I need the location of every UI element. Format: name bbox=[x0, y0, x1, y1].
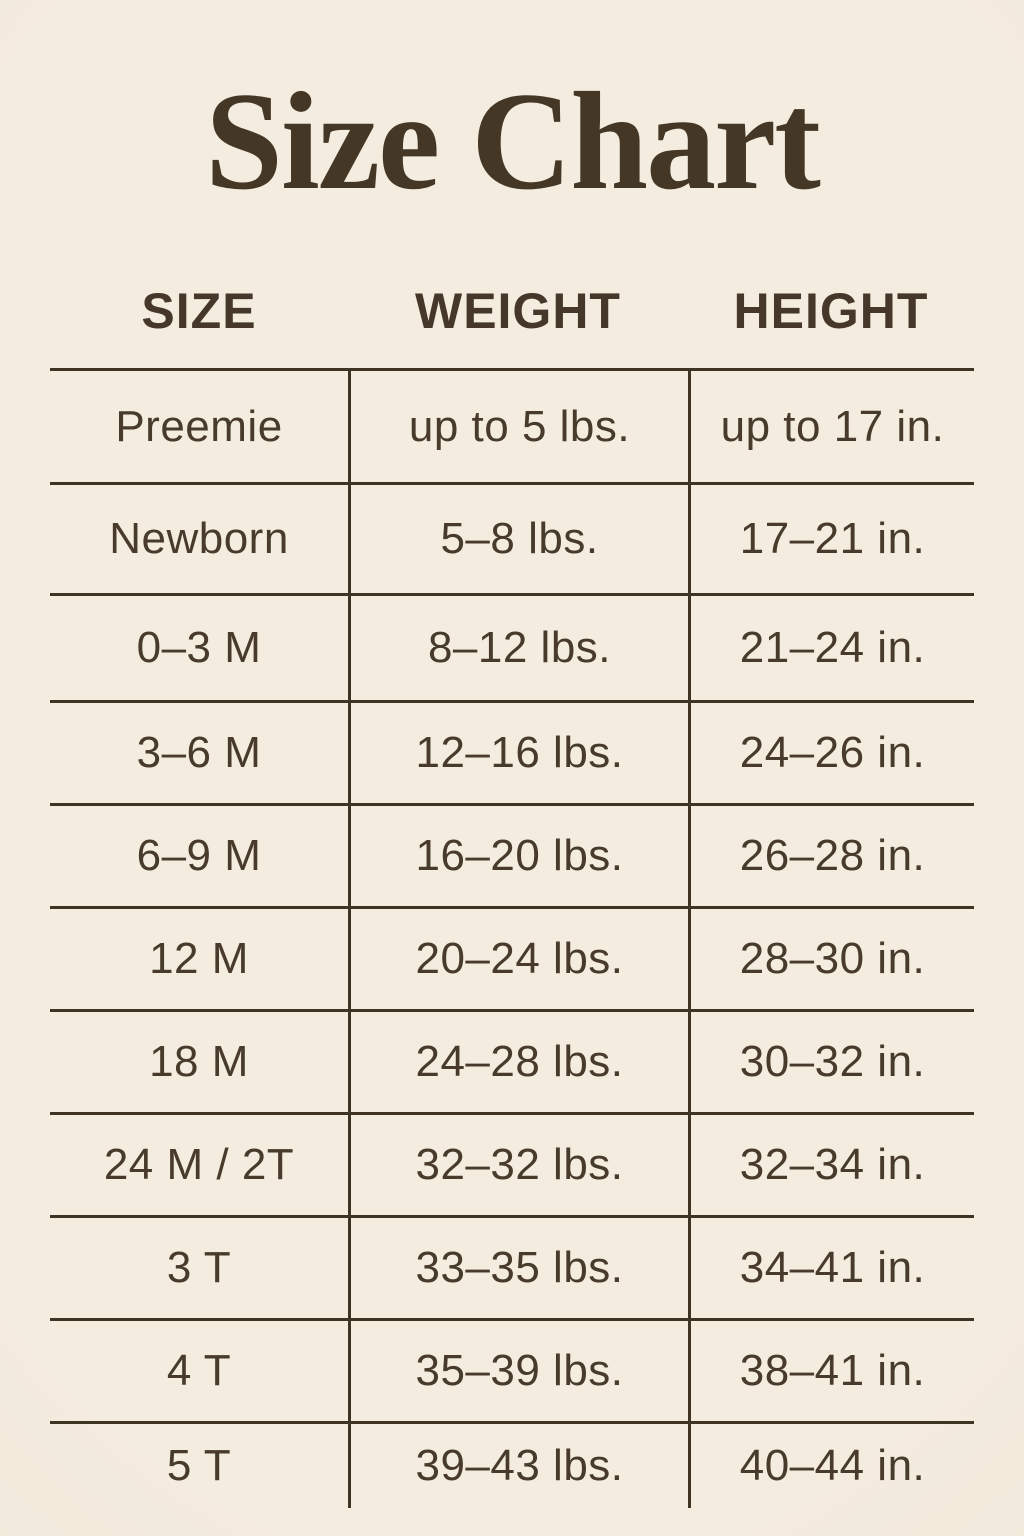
table-row bbox=[50, 1215, 974, 1318]
column-header-size: SIZE bbox=[141, 283, 257, 339]
cell-size: 18 M bbox=[149, 1037, 249, 1086]
cell-height: 17–21 in. bbox=[688, 485, 974, 593]
table-row bbox=[50, 803, 974, 906]
cell-height: 21–24 in. bbox=[688, 596, 974, 700]
cell-weight: 16–20 lbs. bbox=[348, 806, 688, 906]
table-row bbox=[50, 1318, 974, 1421]
cell-weight: 24–28 lbs. bbox=[348, 1012, 688, 1112]
cell-weight: 5–8 lbs. bbox=[348, 485, 688, 593]
cell-height: 38–41 in. bbox=[688, 1321, 974, 1421]
table-row bbox=[50, 700, 974, 803]
cell-weight: 8–12 lbs. bbox=[348, 596, 688, 700]
cell-height: 24–26 in. bbox=[688, 703, 974, 803]
cell-weight: 39–43 lbs. bbox=[348, 1424, 688, 1508]
table-row bbox=[50, 593, 974, 700]
cell-height: 34–41 in. bbox=[688, 1218, 974, 1318]
column-header-weight: WEIGHT bbox=[415, 283, 621, 339]
table-row bbox=[50, 1112, 974, 1215]
cell-size: 6–9 M bbox=[136, 831, 262, 880]
cell-size: 4 T bbox=[166, 1346, 232, 1395]
page-title: Size Chart bbox=[205, 64, 819, 219]
cell-size: 0–3 M bbox=[136, 623, 262, 672]
cell-weight: 12–16 lbs. bbox=[348, 703, 688, 803]
size-table bbox=[50, 368, 974, 1508]
cell-size: Newborn bbox=[109, 514, 289, 563]
table-row bbox=[50, 482, 974, 593]
table-row bbox=[50, 368, 974, 482]
table-row bbox=[50, 906, 974, 1009]
cell-height: 40–44 in. bbox=[688, 1424, 974, 1508]
table-row bbox=[50, 1009, 974, 1112]
cell-height: up to 17 in. bbox=[688, 371, 974, 482]
cell-size: 5 T bbox=[166, 1441, 232, 1490]
cell-weight: 20–24 lbs. bbox=[348, 909, 688, 1009]
cell-size: 12 M bbox=[149, 934, 249, 983]
table-header-row bbox=[50, 282, 974, 340]
column-header-height: HEIGHT bbox=[733, 283, 929, 339]
cell-size: 24 M / 2T bbox=[103, 1140, 295, 1189]
cell-height: 32–34 in. bbox=[688, 1115, 974, 1215]
cell-size: 3 T bbox=[166, 1243, 232, 1292]
cell-weight: 35–39 lbs. bbox=[348, 1321, 688, 1421]
cell-weight: 33–35 lbs. bbox=[348, 1218, 688, 1318]
cell-height: 28–30 in. bbox=[688, 909, 974, 1009]
cell-weight: up to 5 lbs. bbox=[348, 371, 688, 482]
table-row bbox=[50, 1421, 974, 1508]
cell-size: Preemie bbox=[115, 401, 283, 451]
cell-height: 26–28 in. bbox=[688, 806, 974, 906]
cell-height: 30–32 in. bbox=[688, 1012, 974, 1112]
cell-weight: 32–32 lbs. bbox=[348, 1115, 688, 1215]
cell-size: 3–6 M bbox=[136, 728, 262, 777]
